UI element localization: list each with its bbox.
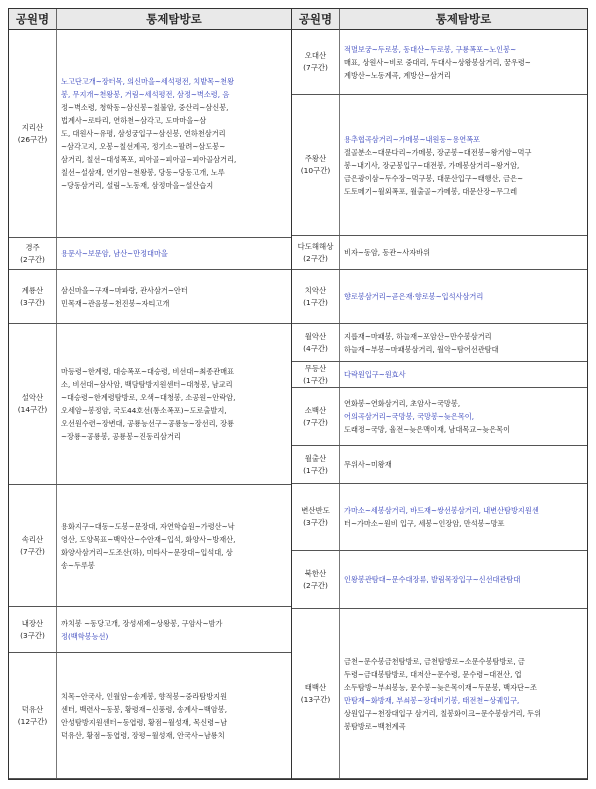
route-line: 정(백학봉능선) xyxy=(61,631,109,641)
route-cell xyxy=(57,270,291,323)
route-line: 봉~내기사, 장군봉입구~대전봉, 가메봉삼거리~왕거암, xyxy=(344,160,520,170)
park-name: 계룡산 xyxy=(21,285,44,295)
route-line: 향로봉삼거리~곧은재·향로봉~입석사삼거리 xyxy=(344,292,484,301)
route-line: 지릅재~마패봉, 하늘재~포암산~만수봉삼거리 xyxy=(344,331,492,341)
route-line: 절골분소~대문다리~가메봉, 장군봉~대전봉~왕거암~먹구 xyxy=(344,147,532,157)
route-line: ~당동삼거리, 설림~노동재, 삼정마을~설산습지 xyxy=(61,181,214,190)
park-name-cell xyxy=(9,30,57,237)
route-line: 오세암~봉정암, 국도44호선(통소폭포)~도로출발지, xyxy=(61,406,227,415)
park-name: 경주 xyxy=(25,242,40,252)
right-park-row xyxy=(292,388,587,446)
route-line: 하늘재~부봉~마패봉삼거리, 월악~탐어선관탐대 xyxy=(344,344,499,354)
route-cell xyxy=(340,30,587,94)
route-line: 센터, 백련사~동봉, 황령재~신풍령, 송계사~백암봉, xyxy=(61,704,227,714)
route-cell xyxy=(340,388,587,445)
left-column xyxy=(9,9,292,779)
route-cell xyxy=(340,362,587,387)
route-line: 칠선~설삼재, 연기암~천왕봉, 당동~당동고개, 노루 xyxy=(61,168,225,177)
park-name-cell xyxy=(9,324,57,484)
park-name-cell xyxy=(292,30,340,94)
section-count: (3구간) xyxy=(20,630,45,640)
section-count: (13구간) xyxy=(300,694,331,704)
left-park-row xyxy=(9,238,291,270)
route-line: 무위사~미왕재 xyxy=(344,460,392,469)
park-name: 지리산 xyxy=(21,122,44,132)
section-count: (1구간) xyxy=(303,465,328,475)
control-route-header: 통제탐방로 xyxy=(57,9,291,30)
route-line: 안성탐방지원센터~동엽령, 황점~월성재, 목신령~남 xyxy=(61,717,228,727)
left-park-row xyxy=(9,30,291,238)
route-cell xyxy=(57,324,291,484)
route-cell xyxy=(340,551,587,608)
route-line: 비자~동암, 동관~사자바위 xyxy=(344,248,431,257)
route-line: 적멸보궁~두로봉, 동대산~두로봉, 구룡폭포~노인봉~ xyxy=(344,44,517,54)
right-column xyxy=(292,9,587,779)
route-line: 봉탐방로~백천계곡 xyxy=(344,721,406,731)
park-name: 다도해해상 xyxy=(297,241,334,251)
section-count: (10구간) xyxy=(300,166,331,175)
section-count: (2구간) xyxy=(303,253,328,263)
section-count: (7구간) xyxy=(303,417,328,427)
park-name-cell xyxy=(292,609,340,778)
park-name: 월출산 xyxy=(304,453,327,463)
park-name-cell xyxy=(292,551,340,608)
section-count: (3구간) xyxy=(303,518,328,527)
control-route-header-right: 통제탐방로 xyxy=(340,9,587,30)
trail-control-table xyxy=(8,8,588,780)
route-line: 봉, 무지개~천왕봉, 거림~세석평전, 삼정~벽소령, 음 xyxy=(61,90,230,99)
park-name-header-right: 공원명 xyxy=(292,9,340,30)
route-cell xyxy=(340,324,587,361)
park-name: 월악산 xyxy=(304,331,327,341)
section-count: (2구간) xyxy=(20,254,45,264)
route-line: 소, 비선대~삼사암, 백담탐방지원센터~대청봉, 남교리 xyxy=(61,380,233,389)
route-line: 송~두루봉 xyxy=(61,560,95,570)
route-line: 삼신마을~구재~마파랑, 관사삼거~안터 xyxy=(61,285,188,295)
route-line: 정~벽소령, 청학동~삼신봉~칠불암, 중산리~삼신봉, xyxy=(61,103,229,112)
park-name-cell xyxy=(9,270,57,323)
section-count: (3구간) xyxy=(20,297,45,307)
route-line: 금천~문수봉금천탐방로, 금천탐방로~소문수봉탐방로, 금 xyxy=(344,656,525,666)
park-name: 태백산 xyxy=(304,682,327,692)
route-line: 가마소~세봉삼거리, 바드재~쌍선봉삼거리, 내변산탐방지원센 xyxy=(344,506,539,515)
park-name-cell xyxy=(292,362,340,387)
right-park-row xyxy=(292,95,587,236)
park-name: 변산반도 xyxy=(301,506,330,515)
section-count: (1구간) xyxy=(303,375,328,385)
route-line: 도토메기~월외폭포, 월출골~가메봉, 대문산장~무그레 xyxy=(344,186,518,196)
park-name: 무등산 xyxy=(304,363,327,373)
route-line: 상원입구~천장대입구 삼거리, 칠봉화이크~문수봉삼거리, 두위 xyxy=(344,708,542,718)
route-cell xyxy=(340,236,587,269)
right-park-row xyxy=(292,270,587,324)
right-park-row xyxy=(292,551,587,609)
route-cell xyxy=(57,30,291,237)
section-count: (1구간) xyxy=(303,297,328,307)
park-name-cell xyxy=(292,236,340,269)
right-park-row xyxy=(292,484,587,551)
route-cell xyxy=(340,609,587,778)
route-line: 노고단고개~장터목, 의신마을~세석평전, 치밭목~천왕 xyxy=(61,77,235,86)
park-name: 속리산 xyxy=(21,534,44,544)
park-name-cell xyxy=(292,95,340,235)
left-park-row xyxy=(9,607,291,653)
left-park-row xyxy=(9,653,291,779)
route-line: 만탐재~화방재, 부쇠봉~장대비기봉, 태전천~상궤입구, xyxy=(344,695,520,705)
left-park-row xyxy=(9,485,291,607)
route-line: 인왕봉관탐대~문수대장류, 발림목장입구~신선대관탐대 xyxy=(344,575,521,584)
park-name: 북한산 xyxy=(304,568,327,578)
route-line: 덕유산, 황점~동엽령, 장평~월성재, 안국사~남룡치 xyxy=(61,730,225,740)
route-line: 민목재~관음봉~천진봉~자티고개 xyxy=(61,298,170,308)
route-cell xyxy=(57,607,291,652)
park-name-cell xyxy=(9,238,57,269)
park-name-cell xyxy=(292,446,340,483)
route-line: 영산, 도양목표~백악산~수안재~입석, 화양사~방재산, xyxy=(61,534,236,544)
route-line: 용문사~보문암, 남산~만정대마을 xyxy=(61,249,168,258)
section-count: (7구간) xyxy=(303,63,328,72)
right-park-row xyxy=(292,324,587,362)
route-line: ~삼각고지, 오봉~칠선계곡, 정기소~팔려~삼도봉~ xyxy=(61,142,226,151)
park-name: 덕유산 xyxy=(21,704,44,714)
park-name-cell xyxy=(292,270,340,323)
route-line: 어의곡삼거리~국망봉, 국망봉~늦은목이, xyxy=(344,412,474,421)
route-line: 금은광이삼~두수장~먹구봉, 대문산입구~태행산, 금은~ xyxy=(344,173,524,183)
park-name-header: 공원명 xyxy=(9,9,57,30)
route-line: ~장룡~공룡봉, 공룡봉~진동리삼거리 xyxy=(61,432,181,441)
route-cell xyxy=(340,484,587,550)
route-line: 화양사삼거리~도조산(하), 미타사~문장대~입석대, 상 xyxy=(61,547,233,557)
park-name-cell xyxy=(292,324,340,361)
park-name: 오대산 xyxy=(304,51,327,60)
route-cell xyxy=(57,485,291,606)
park-name-cell xyxy=(292,484,340,550)
route-line: 마등령~한계령, 대승폭포~대승령, 비선대~최종관매표 xyxy=(61,367,235,376)
route-line: 소두탐방~부쇠봉능, 문수봉~늦은목이재~두문봉, 백자단~조 xyxy=(344,682,537,692)
route-line: 용화지구~대동~도봉~문장대, 자연학습원~가령산~낙 xyxy=(61,521,235,531)
right-park-row xyxy=(292,236,587,270)
route-cell xyxy=(340,95,587,235)
park-name: 치악산 xyxy=(304,285,327,295)
section-count: (7구간) xyxy=(20,546,45,556)
route-line: 까치봉 ~동당고개, 장성새재~상왕봉, 구암사~밤가 xyxy=(61,618,223,628)
park-name: 설악산 xyxy=(21,393,44,402)
route-line: 도래정~국망, 율전~늦은맥이재, 남대목교~늦은목이 xyxy=(344,425,511,434)
park-name: 주왕산 xyxy=(304,154,327,163)
section-count: (26구간) xyxy=(17,134,48,144)
route-line: 도, 대원사~유평, 삼성궁입구~삼신봉, 연하천삼거리 xyxy=(61,129,226,138)
right-park-row xyxy=(292,362,587,388)
route-line: 두령~금대봉탐방로, 대저산~문수령, 문수령~대전산, 업 xyxy=(344,669,522,679)
route-line: 법계사~로타리, 연하천~삼각고, 도마마을~삼 xyxy=(61,116,207,125)
route-line: 용추협곡삼거리~가메봉~내원동~용연폭포 xyxy=(344,134,481,144)
park-name: 내장산 xyxy=(21,618,44,628)
route-line: 터~가마소~원비 입구, 세봉~인장암, 만석봉~망포 xyxy=(344,519,505,528)
route-line: 다락원입구~원효사 xyxy=(344,370,406,379)
route-line: 연화봉~연화삼거리, 초암사~국망봉, xyxy=(344,399,461,408)
route-cell xyxy=(340,446,587,483)
left-park-row xyxy=(9,270,291,324)
park-name-cell xyxy=(9,607,57,652)
section-count: (4구간) xyxy=(303,343,328,353)
left-park-row xyxy=(9,324,291,485)
route-line: 오선원수련~장변대, 공룡능선구~공룡능~장선리, 장룡 xyxy=(61,419,235,428)
right-park-row xyxy=(292,30,587,95)
route-line: ~대승령~한계령탐방로, 오색~대청봉, 소공원~안락암, xyxy=(61,393,236,402)
route-line: 매표, 상원사~비로 중대리, 두대사~상왕봉삼거리, 꿈우령~ xyxy=(344,57,531,67)
section-count: (12구간) xyxy=(17,716,48,726)
park-name: 소백산 xyxy=(304,405,327,415)
right-park-row xyxy=(292,609,587,779)
route-cell xyxy=(340,270,587,323)
park-name-cell xyxy=(9,653,57,778)
park-name-cell xyxy=(9,485,57,606)
route-cell xyxy=(57,238,291,269)
route-line: 삼거리, 칠선~대성폭포, 피아골~피아골~피아골삼거리, xyxy=(61,155,237,164)
route-line: 계방산~노동계곡, 계방산~삼거리 xyxy=(344,70,451,80)
section-count: (14구간) xyxy=(17,405,48,414)
route-cell xyxy=(57,653,291,778)
section-count: (2구간) xyxy=(303,580,328,590)
right-park-row xyxy=(292,446,587,484)
park-name-cell xyxy=(292,388,340,445)
route-line: 치목~안국사, 인월암~송계봉, 향적봉~중라탐방지원 xyxy=(61,691,228,701)
